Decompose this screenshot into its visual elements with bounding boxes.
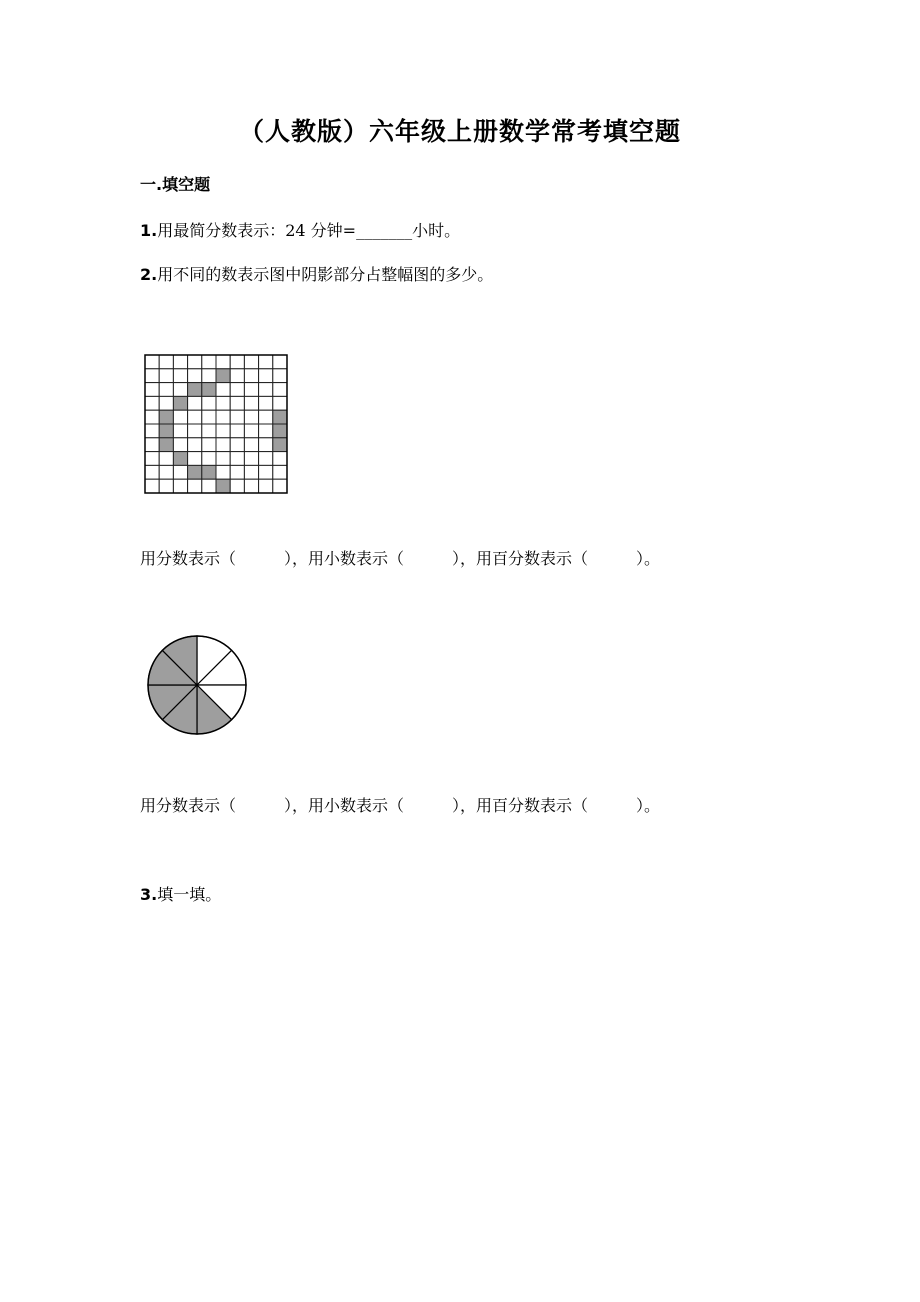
grid-cell: [216, 355, 230, 369]
grid-cell: [230, 438, 244, 452]
grid-cell: [159, 355, 173, 369]
grid-cell: [188, 438, 202, 452]
grid-cell: [173, 383, 187, 397]
grid-cell: [244, 369, 258, 383]
grid-cell: [273, 479, 287, 493]
grid-cell: [145, 396, 159, 410]
grid-cell: [145, 410, 159, 424]
grid-cell: [173, 465, 187, 479]
grid-cell: [145, 369, 159, 383]
grid-cell: [273, 452, 287, 466]
grid-cell: [145, 479, 159, 493]
grid-cell: [202, 396, 216, 410]
grid-cell: [159, 479, 173, 493]
question-2-number: 2.: [140, 265, 158, 284]
shaded-circle-figure: [146, 632, 250, 738]
grid-cell: [202, 424, 216, 438]
grid-cell: [244, 452, 258, 466]
answer-line-1: 用分数表示（ ），用小数表示（ ），用百分数表示（ ）。: [140, 549, 661, 568]
grid-cell: [259, 355, 273, 369]
grid-cell: [159, 465, 173, 479]
answer-line-2: 用分数表示（ ），用小数表示（ ），用百分数表示（ ）。: [140, 796, 661, 815]
grid-cell: [216, 452, 230, 466]
grid-cell: [244, 355, 258, 369]
grid-cell: [216, 465, 230, 479]
grid-cell: [188, 355, 202, 369]
grid-cell-shaded: [159, 438, 173, 452]
grid-cell-shaded: [216, 369, 230, 383]
grid-cell: [216, 424, 230, 438]
grid-cell: [188, 479, 202, 493]
grid-cell: [173, 355, 187, 369]
grid-cell: [216, 396, 230, 410]
grid-cell: [244, 465, 258, 479]
grid-cell: [230, 465, 244, 479]
grid-cell: [273, 465, 287, 479]
grid-cell: [259, 465, 273, 479]
question-2-text: 用不同的数表示图中阴影部分占整幅图的多少。: [157, 265, 494, 284]
grid-cell-shaded: [188, 465, 202, 479]
grid-cell-shaded: [188, 383, 202, 397]
grid-cell: [173, 369, 187, 383]
grid-cell: [259, 438, 273, 452]
shaded-grid-figure: [143, 353, 291, 495]
grid-cell: [230, 396, 244, 410]
grid-cell-shaded: [273, 410, 287, 424]
grid-cell: [173, 438, 187, 452]
grid-cell: [145, 424, 159, 438]
grid-cell: [259, 424, 273, 438]
grid-cell: [230, 452, 244, 466]
grid-cell-shaded: [273, 424, 287, 438]
grid-cell: [259, 452, 273, 466]
grid-cell: [244, 383, 258, 397]
grid-cell: [216, 410, 230, 424]
grid-cell-shaded: [202, 465, 216, 479]
grid-cell: [230, 424, 244, 438]
grid-cell: [273, 355, 287, 369]
grid-cell: [145, 383, 159, 397]
grid-cell: [159, 452, 173, 466]
grid-cell-shaded: [173, 396, 187, 410]
grid-cell: [230, 355, 244, 369]
question-2: [140, 262, 493, 285]
grid-cell: [202, 452, 216, 466]
grid-cell: [145, 438, 159, 452]
grid-cell: [145, 465, 159, 479]
grid-cell: [202, 410, 216, 424]
question-1: [140, 218, 460, 241]
grid-cell: [188, 410, 202, 424]
question-3: [140, 882, 221, 905]
page-title: （人教版）六年级上册数学常考填空题: [238, 117, 681, 146]
grid-cell-shaded: [273, 438, 287, 452]
question-3-text: 填一填。: [157, 885, 222, 904]
grid-cell: [259, 369, 273, 383]
grid-cell: [202, 355, 216, 369]
grid-cell: [259, 383, 273, 397]
grid-cell: [159, 396, 173, 410]
grid-cell: [230, 369, 244, 383]
grid-cell: [273, 369, 287, 383]
grid-cell: [273, 396, 287, 410]
grid-cell: [173, 424, 187, 438]
grid-cell: [244, 438, 258, 452]
grid-cell-shaded: [216, 479, 230, 493]
grid-cell: [259, 410, 273, 424]
grid-cell: [230, 410, 244, 424]
grid-cell: [145, 355, 159, 369]
grid-cell: [202, 369, 216, 383]
grid-cell: [173, 410, 187, 424]
grid-cell: [244, 396, 258, 410]
grid-cell: [159, 369, 173, 383]
grid-cell: [230, 383, 244, 397]
grid-cell: [188, 452, 202, 466]
grid-cell: [159, 383, 173, 397]
grid-cell: [244, 410, 258, 424]
grid-cell-shaded: [173, 452, 187, 466]
grid-cell: [202, 438, 216, 452]
grid-cell-shaded: [202, 383, 216, 397]
grid-cell-shaded: [159, 424, 173, 438]
section-heading: 一.填空题: [140, 175, 211, 194]
grid-cell: [259, 479, 273, 493]
grid-cell: [145, 452, 159, 466]
question-3-number: 3.: [140, 885, 158, 904]
question-1-number: 1.: [140, 221, 158, 240]
grid-cell: [244, 479, 258, 493]
grid-cell: [188, 369, 202, 383]
grid-cell-shaded: [159, 410, 173, 424]
grid-cell: [216, 383, 230, 397]
grid-cell: [188, 396, 202, 410]
grid-cell: [273, 383, 287, 397]
grid-cell: [216, 438, 230, 452]
grid-cell: [230, 479, 244, 493]
question-1-text: 用最简分数表示：24 分钟=_______小时。: [157, 221, 461, 240]
grid-cell: [202, 479, 216, 493]
grid-cell: [244, 424, 258, 438]
grid-cell: [173, 479, 187, 493]
grid-cell: [259, 396, 273, 410]
grid-cell: [188, 424, 202, 438]
